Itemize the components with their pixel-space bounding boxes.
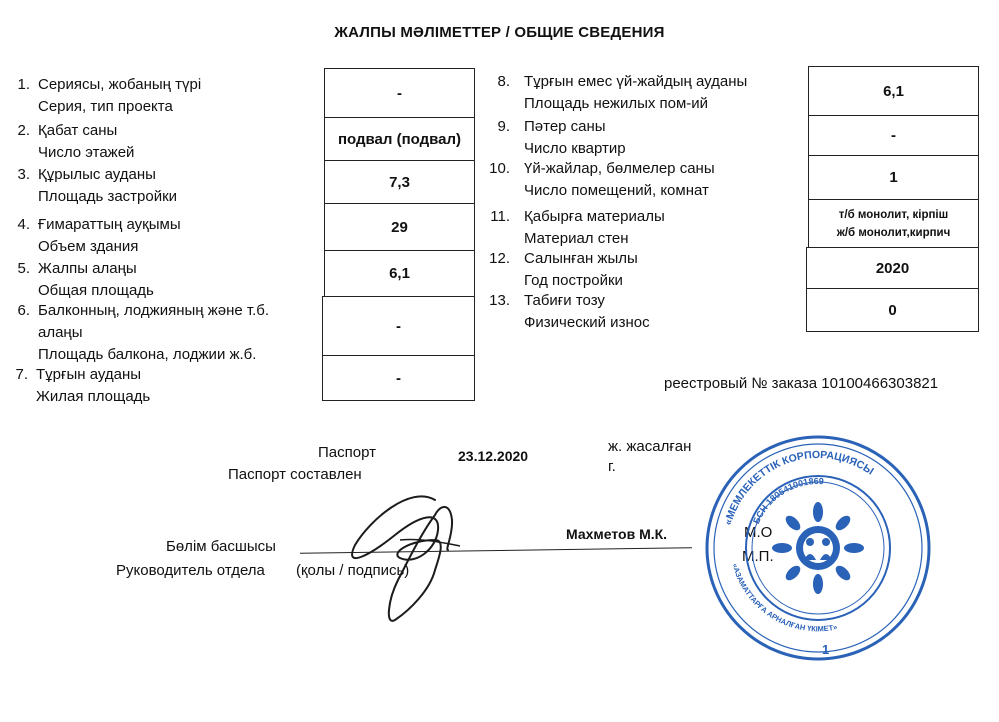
value-box-floors: подвал (подвал) xyxy=(324,117,475,161)
role-kz: Бөлім басшысы xyxy=(166,538,276,555)
value-box-nonliving-area: 6,1 xyxy=(808,66,979,116)
item-kz: Жалпы алаңы xyxy=(38,260,137,277)
item-kz: Қабырға материалы xyxy=(524,208,665,225)
item-number: 4. xyxy=(17,216,30,233)
stamp-top-text: «МЕМЛЕКЕТТІК КОРПОРАЦИЯСЫ xyxy=(722,448,876,527)
stamp-bottom-text: «АЗАМАТТАРҒА АРНАЛҒАН ҮКІМЕТ» xyxy=(730,562,838,634)
item-kz: Құрылыс ауданы xyxy=(38,166,156,183)
role-ru: Руководитель отдела xyxy=(116,562,265,579)
item-kz: Үй-жайлар, бөлмелер саны xyxy=(524,160,715,177)
item-ru: Материал стен xyxy=(524,230,629,247)
item-ru: Площадь застройки xyxy=(38,188,178,205)
item-ru: Общая площадь xyxy=(38,282,154,299)
item-kz: Тұрғын ауданы xyxy=(36,366,142,383)
item-number: 1. xyxy=(17,76,30,93)
item-number: 5. xyxy=(17,260,30,277)
value-box-rooms: 1 xyxy=(808,155,979,200)
item-number: 9. xyxy=(497,118,510,135)
value-box-total-area: 6,1 xyxy=(324,250,475,297)
value-box-volume: 29 xyxy=(324,203,475,251)
item-kz-cont: алаңы xyxy=(38,324,83,341)
item-ru: Площадь балкона, лоджии ж.б. xyxy=(38,346,257,363)
stamp-left-text-full xyxy=(702,669,703,670)
item-ru: Объем здания xyxy=(38,238,139,255)
passport-label: Паспорт xyxy=(318,444,376,461)
value-box-wear: 0 xyxy=(806,288,979,332)
value-box-apartments: - xyxy=(808,115,979,156)
passport-date: 23.12.2020 xyxy=(458,448,529,464)
wall-material-ru: ж/б монолит,кирпич xyxy=(836,226,951,239)
item-number: 8. xyxy=(497,73,510,90)
item-ru: Число квартир xyxy=(524,140,626,157)
item-ru: Площадь нежилых пом-ий xyxy=(524,95,709,112)
item-kz: Ғимараттың ауқымы xyxy=(38,216,181,233)
value-box-balcony: - xyxy=(322,296,475,356)
item-kz: Салынған жылы xyxy=(524,250,638,267)
official-stamp xyxy=(702,432,934,664)
item-number: 11. xyxy=(490,208,510,225)
value-box-living-area: - xyxy=(322,355,475,401)
item-number: 2. xyxy=(17,122,30,139)
item-ru: Жилая площадь xyxy=(36,388,151,405)
item-ru: Число помещений, комнат xyxy=(524,182,709,199)
value-box-build-area: 7,3 xyxy=(324,160,475,204)
item-ru: Физический износ xyxy=(524,314,650,331)
item-number: 12. xyxy=(489,250,510,267)
stamp-number: 1 xyxy=(822,642,830,657)
signer-name: Махметов М.К. xyxy=(566,526,668,542)
item-number: 3. xyxy=(17,166,30,183)
stamp-place-kz: М.О xyxy=(744,524,773,541)
item-kz: Қабат саны xyxy=(38,122,118,139)
passport-kz-year: г. xyxy=(608,458,616,475)
item-kz: Сериясы, жобаның түрі xyxy=(38,76,202,93)
item-number: 7. xyxy=(15,366,28,383)
wall-material-kz: т/б монолит, кірпіш xyxy=(838,208,949,221)
item-ru: Серия, тип проекта xyxy=(38,98,173,115)
item-ru: Год постройки xyxy=(524,272,623,289)
svg-text:«АЗАМАТТАРҒА АРНАЛҒАН ҮКІМЕТ» xyxy=(731,562,838,633)
stamp-bin: БСН 180541001869 xyxy=(751,475,825,526)
value-box-year-built: 2020 xyxy=(806,247,979,289)
passport-kz-made: ж. жасалған xyxy=(608,438,692,455)
item-number: 10. xyxy=(489,160,510,177)
item-kz: Тұрғын емес үй-жайдың ауданы xyxy=(524,73,748,90)
stamp-seal xyxy=(702,432,934,664)
item-number: 6. xyxy=(17,302,30,319)
sign-hint: (қолы / подпись) xyxy=(296,562,410,579)
item-number: 13. xyxy=(489,292,510,309)
item-kz: Табиғи тозу xyxy=(524,292,605,309)
registry-number: реестровый № заказа 10100466303821 xyxy=(664,375,939,392)
document-title: ЖАЛПЫ МӘЛІМЕТТЕР / ОБЩИЕ СВЕДЕНИЯ xyxy=(334,24,665,41)
value-box-series: - xyxy=(324,68,475,118)
item-kz: Пәтер саны xyxy=(524,118,606,135)
item-kz: Балконның, лоджияның және т.б. xyxy=(38,302,270,319)
passport-compiled-label: Паспорт составлен xyxy=(228,466,362,483)
item-ru: Число этажей xyxy=(38,144,135,161)
handwritten-signature xyxy=(340,480,500,630)
value-box-wall-material xyxy=(808,199,979,248)
stamp-place-ru: М.П. xyxy=(742,548,774,565)
